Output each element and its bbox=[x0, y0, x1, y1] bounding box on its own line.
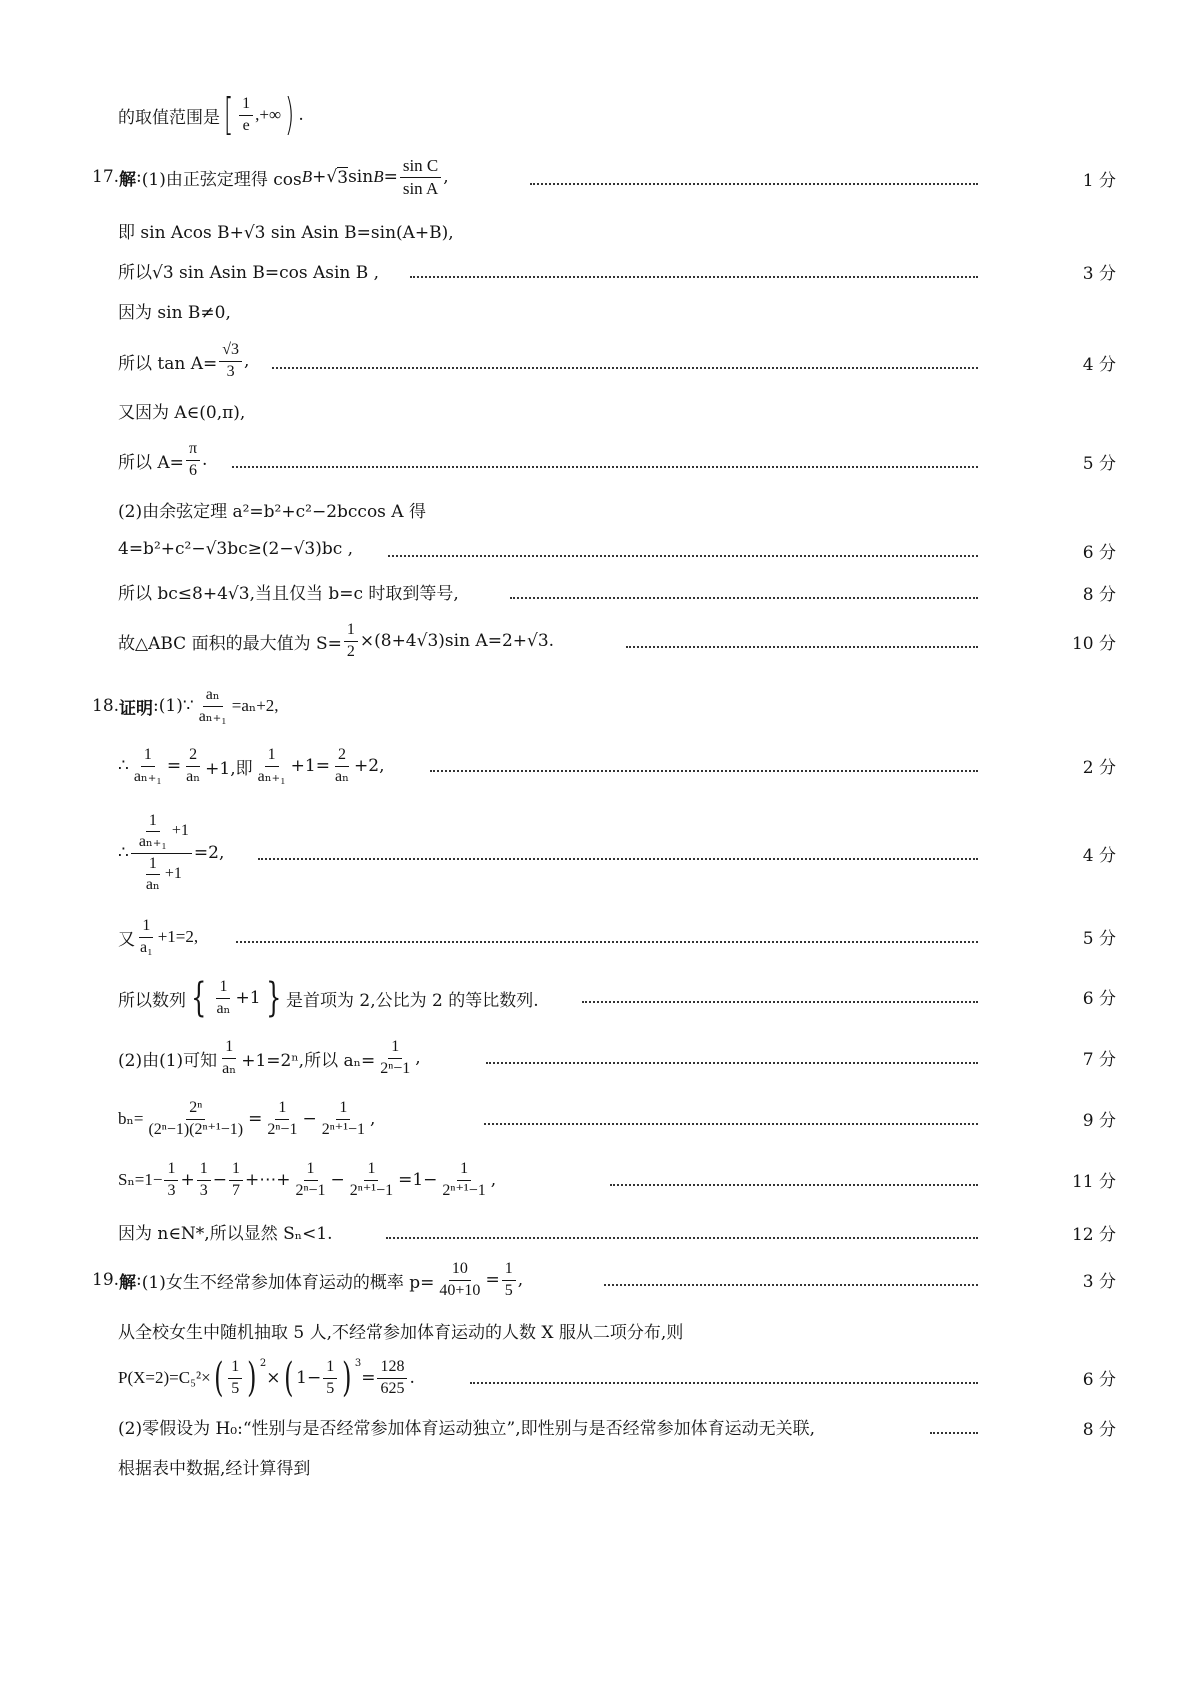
text: : bbox=[136, 1270, 142, 1290]
dot-leader bbox=[486, 1062, 978, 1064]
numerator: 1 bbox=[344, 621, 358, 641]
fraction bbox=[183, 746, 203, 786]
text: (2)零假设为 H₀:“性别与是否经常参加体育运动独立”,即性别与是否经常参加体育运动无关联, bbox=[118, 1418, 816, 1439]
text: +1 bbox=[171, 822, 189, 840]
fraction bbox=[264, 1099, 300, 1139]
denominator: e bbox=[242, 116, 250, 134]
q17-line-10 bbox=[118, 579, 459, 603]
text: 3 bbox=[337, 167, 349, 188]
text: , bbox=[370, 1109, 376, 1129]
text: = bbox=[248, 1109, 263, 1129]
dot-leader bbox=[386, 1237, 978, 1239]
fraction bbox=[502, 1260, 516, 1300]
exponent: 2 bbox=[259, 1358, 267, 1369]
fraction bbox=[319, 1099, 368, 1139]
left-paren: ( bbox=[283, 1355, 294, 1401]
numerator: 1 bbox=[146, 855, 160, 875]
text: Sₙ=1− bbox=[118, 1170, 163, 1189]
numerator: 1 bbox=[197, 1160, 211, 1180]
text: +1= bbox=[290, 756, 330, 776]
numerator: 1 bbox=[265, 746, 279, 766]
fraction bbox=[436, 1260, 483, 1300]
fraction bbox=[292, 1160, 328, 1200]
score: 6 分 bbox=[1082, 543, 1116, 563]
denominator: 5 bbox=[231, 1379, 240, 1397]
q18-line-9 bbox=[118, 1219, 333, 1243]
dot-leader bbox=[510, 597, 978, 599]
denominator: aₙ₊₁ bbox=[257, 767, 286, 785]
q19-line-2 bbox=[118, 1318, 683, 1342]
fraction bbox=[377, 1358, 407, 1398]
fraction bbox=[439, 1160, 488, 1200]
fraction bbox=[239, 95, 253, 135]
score: 8 分 bbox=[1082, 585, 1116, 605]
numerator: 1 bbox=[228, 1358, 242, 1378]
q18-line-7 bbox=[118, 1095, 375, 1143]
denominator: 5 bbox=[326, 1379, 335, 1397]
text: = bbox=[166, 756, 182, 776]
text: + bbox=[180, 1170, 195, 1190]
denominator: aₙ bbox=[222, 1059, 237, 1077]
fraction bbox=[219, 1038, 239, 1078]
q17-line-9 bbox=[118, 537, 353, 561]
score: 6 分 bbox=[1082, 989, 1116, 1009]
text: = bbox=[361, 1368, 376, 1388]
denominator: a₁ bbox=[140, 938, 153, 956]
dot-leader bbox=[582, 1001, 978, 1003]
exponent: 3 bbox=[354, 1358, 362, 1369]
fraction bbox=[219, 341, 242, 381]
text: 又 bbox=[118, 929, 135, 950]
score: 12 分 bbox=[1071, 1225, 1116, 1245]
text: : bbox=[153, 696, 159, 716]
denominator: aₙ₊₁ bbox=[133, 767, 162, 785]
numerator: 1 bbox=[239, 95, 253, 115]
text: 4=b²+c²−√3bc≥(2−√3)bc , bbox=[118, 539, 354, 559]
numerator: 1 bbox=[457, 1160, 471, 1180]
text: 所以 bc≤8+4√3,当且仅当 b=c 时取到等号, bbox=[118, 583, 459, 604]
denominator: 2 bbox=[346, 642, 355, 660]
text: × bbox=[266, 1368, 281, 1388]
var: B bbox=[301, 167, 313, 186]
numerator: π bbox=[186, 440, 200, 460]
dot-leader bbox=[236, 941, 978, 943]
fraction bbox=[164, 1160, 178, 1200]
q17-line-1 bbox=[92, 155, 449, 199]
text: : bbox=[136, 167, 142, 187]
q18-line-4 bbox=[118, 913, 198, 961]
numerator: aₙ bbox=[203, 686, 223, 706]
text: . bbox=[298, 105, 304, 125]
denominator: sin A bbox=[402, 178, 439, 198]
q17-line-11 bbox=[118, 618, 554, 664]
dot-leader bbox=[258, 858, 978, 860]
text: − bbox=[330, 1170, 345, 1190]
text: 所以 tan A= bbox=[118, 353, 218, 374]
q18-line-1 bbox=[92, 682, 279, 730]
numerator: 1 bbox=[502, 1260, 516, 1280]
denominator: 3 bbox=[167, 1181, 176, 1199]
q17-line-3 bbox=[118, 258, 379, 282]
denominator: 3 bbox=[199, 1181, 208, 1199]
dot-leader bbox=[410, 276, 978, 278]
dot-leader bbox=[604, 1284, 978, 1286]
text: , bbox=[517, 1270, 524, 1290]
text: (1)女生不经常参加体育运动的概率 p= bbox=[141, 1272, 435, 1293]
q19-line-3 bbox=[118, 1354, 415, 1402]
denominator bbox=[138, 854, 185, 895]
right-paren: ) bbox=[342, 1355, 352, 1401]
q18-line-8 bbox=[118, 1156, 496, 1204]
text: 故△ABC 面积的最大值为 S= bbox=[118, 633, 342, 654]
denominator: 5 bbox=[504, 1281, 513, 1299]
fraction bbox=[323, 1358, 337, 1398]
denominator: aₙ bbox=[186, 767, 201, 785]
text: =aₙ+2, bbox=[231, 696, 279, 715]
fraction bbox=[186, 440, 200, 480]
text: 的取值范围是 bbox=[118, 107, 220, 128]
q18-line-6 bbox=[118, 1034, 421, 1082]
fraction bbox=[131, 746, 165, 786]
numerator: 1 bbox=[388, 1038, 402, 1058]
text: bₙ= bbox=[118, 1109, 144, 1128]
fraction bbox=[136, 812, 170, 852]
score: 8 分 bbox=[1082, 1420, 1116, 1440]
denominator: aₙ bbox=[334, 767, 350, 785]
solution-label: 解 bbox=[119, 169, 137, 190]
text: 因为 n∈N*,所以显然 Sₙ<1. bbox=[118, 1223, 333, 1244]
text: , bbox=[490, 1170, 497, 1190]
numerator: 1 bbox=[275, 1099, 289, 1119]
right-paren: ) bbox=[247, 1355, 257, 1401]
numerator: 2 bbox=[335, 746, 349, 766]
numerator: 10 bbox=[449, 1260, 471, 1280]
denominator: aₙ bbox=[145, 875, 160, 893]
text: P(X=2)=C₅²× bbox=[118, 1368, 211, 1387]
dot-leader bbox=[930, 1432, 978, 1434]
numerator: 1 bbox=[364, 1160, 378, 1180]
score: 3 分 bbox=[1082, 264, 1116, 284]
text: (2)由余弦定理 a²=b²+c²−2bccos A 得 bbox=[118, 501, 426, 522]
left-bracket: [ bbox=[223, 89, 234, 140]
text: . bbox=[202, 450, 208, 470]
text: 即 sin Acos B+√3 sin Asin B=sin(A+B), bbox=[118, 222, 454, 243]
score: 10 分 bbox=[1071, 634, 1116, 654]
text: 从全校女生中随机抽取 5 人,不经常参加体育运动的人数 X 服从二项分布,则 bbox=[118, 1322, 684, 1343]
text: +1 bbox=[235, 988, 261, 1008]
numerator: 1 bbox=[146, 812, 160, 832]
text: ×(8+4√3)sin A=2+√3. bbox=[359, 631, 555, 651]
q17-line-7 bbox=[118, 437, 207, 483]
var: B bbox=[373, 167, 384, 186]
q17-line-6 bbox=[118, 398, 245, 422]
text: +1=2, bbox=[157, 927, 199, 946]
score: 3 分 bbox=[1082, 1272, 1116, 1292]
question-number: 17. bbox=[92, 167, 120, 187]
text: , bbox=[244, 351, 250, 371]
fraction bbox=[145, 1099, 246, 1139]
text: ,+∞ bbox=[255, 105, 282, 124]
score: 7 分 bbox=[1082, 1050, 1116, 1070]
score: 1 分 bbox=[1082, 171, 1116, 191]
denominator: 3 bbox=[226, 362, 235, 380]
text: 因为 sin B≠0, bbox=[118, 302, 231, 323]
dot-leader bbox=[626, 646, 978, 648]
dot-leader bbox=[430, 770, 978, 772]
denominator: 625 bbox=[380, 1379, 405, 1397]
denominator: 2ⁿ−1 bbox=[267, 1120, 298, 1138]
left-paren: ( bbox=[213, 1355, 224, 1401]
numerator: 1 bbox=[304, 1160, 318, 1180]
text: (1)由正弦定理得 cos bbox=[141, 169, 302, 190]
text: +1,即 bbox=[205, 758, 253, 779]
denominator: 2ⁿ⁺¹−1 bbox=[349, 1181, 394, 1199]
dot-leader bbox=[530, 183, 978, 185]
fraction bbox=[143, 855, 163, 895]
score: 5 分 bbox=[1082, 454, 1116, 474]
text: + bbox=[312, 167, 327, 187]
text: =1− bbox=[398, 1170, 438, 1190]
compound-fraction bbox=[131, 812, 192, 895]
solution-label: 解 bbox=[119, 1272, 137, 1293]
text: =2, bbox=[193, 843, 225, 863]
question-number: 19. bbox=[92, 1270, 120, 1290]
score: 9 分 bbox=[1082, 1111, 1116, 1131]
numerator: 1 bbox=[323, 1358, 337, 1378]
fraction bbox=[137, 917, 156, 957]
fraction bbox=[332, 746, 352, 786]
numerator: sin C bbox=[400, 156, 441, 178]
text: (1)∵ bbox=[158, 696, 194, 716]
dot-leader bbox=[484, 1123, 978, 1125]
text: +1 bbox=[164, 865, 182, 883]
score: 2 分 bbox=[1082, 758, 1116, 778]
q16-tail bbox=[118, 89, 304, 140]
score: 4 分 bbox=[1082, 355, 1116, 375]
text: − bbox=[212, 1170, 227, 1190]
text: ∴ bbox=[118, 756, 129, 776]
numerator: 1 bbox=[336, 1099, 350, 1119]
q19-line-5 bbox=[118, 1454, 310, 1478]
fraction bbox=[255, 746, 289, 786]
text: +1=2ⁿ,所以 aₙ= bbox=[241, 1050, 376, 1071]
score: 6 分 bbox=[1082, 1370, 1116, 1390]
fraction bbox=[196, 686, 230, 726]
numerator: 1 bbox=[141, 746, 155, 766]
numerator: 1 bbox=[222, 1038, 236, 1058]
q19-line-4 bbox=[118, 1414, 815, 1438]
dot-leader bbox=[470, 1382, 978, 1384]
sqrt-sign: √ bbox=[326, 167, 338, 187]
proof-label: 证明 bbox=[119, 698, 154, 719]
fraction bbox=[347, 1160, 396, 1200]
numerator: 2ⁿ bbox=[186, 1099, 205, 1119]
q18-line-2 bbox=[118, 742, 384, 790]
denominator: aₙ₊₁ bbox=[138, 833, 167, 851]
text: +2, bbox=[354, 756, 385, 776]
denominator: 6 bbox=[188, 461, 197, 479]
question-number: 18. bbox=[92, 696, 120, 716]
q17-line-2 bbox=[118, 218, 454, 242]
numerator: 1 bbox=[164, 1160, 178, 1180]
numerator bbox=[131, 812, 192, 854]
text: +⋯+ bbox=[244, 1170, 291, 1190]
score: 11 分 bbox=[1071, 1172, 1116, 1192]
dot-leader bbox=[388, 555, 978, 557]
denominator: aₙ₊₁ bbox=[198, 707, 227, 725]
numerator: 1 bbox=[216, 978, 230, 998]
denominator: 2ⁿ−1 bbox=[295, 1181, 326, 1199]
numerator: √3 bbox=[219, 341, 242, 361]
fraction bbox=[344, 621, 358, 661]
score: 4 分 bbox=[1082, 846, 1116, 866]
fraction bbox=[197, 1160, 211, 1200]
q17-line-8 bbox=[118, 497, 426, 521]
text: = bbox=[485, 1270, 500, 1290]
numerator: 1 bbox=[229, 1160, 243, 1180]
fraction bbox=[228, 1358, 242, 1398]
left-brace: { bbox=[191, 975, 207, 1021]
numerator: 2 bbox=[186, 746, 200, 766]
text: 所以 A= bbox=[118, 452, 184, 473]
dot-leader bbox=[232, 466, 978, 468]
text: = bbox=[383, 167, 398, 187]
text: 所以√3 sin Asin B=cos Asin B , bbox=[118, 262, 380, 283]
denominator: 7 bbox=[231, 1181, 240, 1199]
denominator: aₙ bbox=[216, 999, 231, 1017]
text: , bbox=[415, 1048, 421, 1068]
numerator: 128 bbox=[377, 1358, 407, 1378]
denominator: 40+10 bbox=[439, 1281, 481, 1299]
text: 1− bbox=[296, 1368, 322, 1388]
fraction bbox=[213, 978, 233, 1018]
dot-leader bbox=[272, 367, 978, 369]
text: , bbox=[443, 167, 449, 187]
q19-line-1 bbox=[92, 1256, 523, 1304]
numerator: 1 bbox=[139, 917, 153, 937]
text: (2)由(1)可知 bbox=[118, 1050, 218, 1071]
denominator: 2ⁿ⁺¹−1 bbox=[321, 1120, 366, 1138]
denominator: 2ⁿ−1 bbox=[380, 1059, 411, 1077]
dot-leader bbox=[610, 1184, 978, 1186]
fraction bbox=[377, 1038, 413, 1078]
text: ∴ bbox=[118, 843, 129, 863]
denominator: 2ⁿ⁺¹−1 bbox=[442, 1181, 486, 1199]
text: − bbox=[302, 1109, 317, 1129]
denominator: (2ⁿ−1)(2ⁿ⁺¹−1) bbox=[148, 1120, 244, 1138]
text: 是首项为 2,公比为 2 的等比数列. bbox=[286, 990, 539, 1011]
q17-line-5 bbox=[118, 338, 249, 384]
text: 所以数列 bbox=[118, 990, 186, 1011]
right-bracket: ) bbox=[285, 89, 295, 140]
text: sin bbox=[348, 167, 374, 187]
fraction bbox=[400, 156, 441, 198]
q18-line-3 bbox=[118, 805, 224, 901]
fraction bbox=[229, 1160, 243, 1200]
text: . bbox=[409, 1368, 415, 1388]
right-brace: } bbox=[265, 975, 281, 1021]
text: 又因为 A∈(0,π), bbox=[118, 402, 246, 423]
q17-line-4 bbox=[118, 298, 231, 322]
text: 根据表中数据,经计算得到 bbox=[118, 1458, 311, 1479]
q18-line-5 bbox=[118, 974, 539, 1022]
score: 5 分 bbox=[1082, 929, 1116, 949]
